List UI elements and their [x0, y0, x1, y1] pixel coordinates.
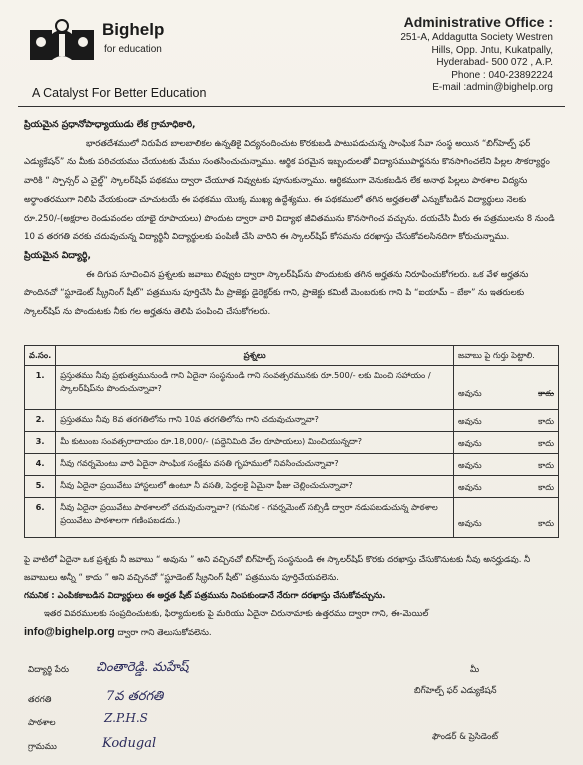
office-line: Hills, Opp. Jntu, Kukatpally, — [431, 44, 553, 56]
salutation-student: ప్రియమైన విద్యార్థి, — [24, 249, 91, 261]
salutation: ప్రియమైన ప్రధానోపాధ్యాయుడు లేక గ్రామాధికారి, — [24, 119, 196, 130]
office-line: 251-A, Addagutta Society Westren — [400, 32, 553, 43]
header-divider — [18, 106, 565, 107]
student-name-value: చింతారెడ్డి. మహేష్ — [96, 660, 189, 675]
col-header-question: ప్రశ్నలు — [56, 346, 454, 366]
table-row — [25, 432, 559, 454]
row-answer[interactable] — [454, 498, 559, 538]
col-header-answer: జవాబు పై గుర్తు పెట్టాలి. — [454, 346, 559, 366]
school-label: పాఠశాల — [28, 718, 56, 728]
table-row — [25, 454, 559, 476]
row-answer[interactable] — [454, 366, 559, 410]
row-question: ప్రస్తుతము నీవు 8వ తరగతిలోను గాని 10వ తరగతిలోను గాని చదువుచున్నావా? — [56, 410, 454, 432]
closing-section — [24, 551, 557, 642]
yes-option[interactable]: అవును — [458, 416, 482, 426]
eligibility-table — [24, 345, 559, 538]
no-option[interactable]: కాదు — [538, 388, 554, 398]
office-title: Administrative Office : — [403, 14, 553, 30]
bighelp-logo-icon — [28, 16, 96, 68]
row-question: నీవు ఏదైనా ప్రయివేటు హాస్టలులో ఉంటూ నీ వసతి, పెద్దలకై ఏమైనా ఫీజు చెల్లించుచున్నావా? — [56, 476, 454, 498]
row-number: 5. — [25, 476, 56, 498]
no-option[interactable]: కాదు — [538, 482, 554, 492]
office-address — [400, 14, 553, 95]
signature-org: బిగ్‌హెల్ప్ ఫర్ ఎడ్యుకేషన్ — [414, 686, 497, 696]
row-answer[interactable] — [454, 410, 559, 432]
yes-option[interactable]: అవును — [458, 482, 482, 492]
brand-name: Bighelp — [102, 20, 165, 39]
village-value: Kodugal — [102, 736, 157, 751]
office-line: Hyderabad- 500 072 , A.P. — [436, 57, 553, 69]
no-option[interactable]: కాదు — [538, 518, 554, 528]
contact-email-suffix: ద్వారా గాని తెలుసుకోవలెను. — [117, 628, 212, 638]
office-line: Phone : 040-23892224 — [451, 69, 553, 81]
row-answer[interactable] — [454, 454, 559, 476]
letter-body — [24, 116, 557, 322]
no-option[interactable]: కాదు — [538, 416, 554, 426]
table-header-row — [25, 346, 559, 366]
important-note: గమనిక : ఎంపికకాబడిన విద్యార్థులు ఈ అర్హత షీట్ పత్రమును నింపకుండానే నేరుగా దరఖాస్తు చేసుకోవచ్చును. — [24, 591, 386, 601]
signature-title: ఫౌండర్ & ప్రెసిడెంట్ — [432, 732, 498, 742]
row-number: 2. — [25, 410, 56, 432]
village-label: గ్రామము — [28, 742, 57, 752]
contact-email-line — [24, 623, 557, 642]
yes-option[interactable]: అవును — [458, 438, 482, 448]
table-row — [25, 366, 559, 410]
paragraph-instructions: ఈ దిగువ సూచించిన ప్రశ్నలకు జవాబు లివ్వుట ద్వారా స్కాలర్‌షిప్‌ను పొందుటకు తగిన అర్హతను నిరూపించుకోగలరు. ఒక వేళ అర్హతను పొందినచో “స్టూడెంట్ స్క్రీనింగ్ షీట్” పత్రమును పూర్తిచేసి మీ ప్రాజెక్టు డైరెక్టర్‌కు గాని, ప్రాజెక్టు కమిటీ మెంబరుకు గాని పి “ఐయామ్ – బేకా” ను ఇతరులకు స్కాలర్‌షిప్ ను పొందుటకు నీకు గల అర్హతను తెలిపి పంపించి చేసుకోగలరు. — [24, 269, 529, 318]
brand-subtitle: for education — [104, 44, 162, 55]
row-question: ప్రస్తుతము నీవు ప్రభుత్వమునుండి గాని ఏదైనా సంస్థనుండి గాని సంవత్సరమునకు రూ.500/- లకు మించి సహాయం / స్కాలర్‌షిప్‌ను పొందుచున్నావా? — [56, 366, 454, 410]
student-name-label: విద్యార్థి పేరు — [28, 665, 69, 675]
row-answer[interactable] — [454, 432, 559, 454]
no-option[interactable]: కాదు — [538, 438, 554, 448]
class-value: 7వ తరగతి — [106, 689, 164, 704]
table-row — [25, 410, 559, 432]
contact-note: ఇతర వివరములకు సంప్రదించుటకు, ఫిర్యాదులకు పై మరియు ఏదైనా చిరునామాకు ఉత్తరము ద్వారా గాని, ఈ-మెయిల్ — [44, 609, 429, 619]
row-answer[interactable] — [454, 476, 559, 498]
eligibility-note: పై వాటిలో ఏదైనా ఒక ప్రశ్నకు నీ జవాబు “ అవును ” అని వచ్చినచో బిగ్‌హెల్ప్ సంస్థనుండి ఈ స్కాలర్‌షిప్ కొరకు దరఖాస్తు చేసుకొనుటకు నీవు అనర్హుడవు. నీ జవాబులు అన్నీ “ కాదు ” అని వచ్చినచో “స్టూడెంట్ స్క్రీనింగ్ షీట్” పత్రమును పూర్తిచేయవలెను. — [24, 555, 531, 583]
row-question: మీ కుటుంబ సంవత్సరాదాయం రూ.18,000/- (పద్దెనిమిది వేల రూపాయలు) మించియున్నదా? — [56, 432, 454, 454]
row-number: 1. — [25, 366, 56, 410]
class-label: తరగతి — [28, 695, 52, 705]
row-question: నీవు గవర్నమెంటు వారి ఏదైనా సాంఘిక సంక్షేమ వసతి గృహములో నివసించుచున్నావా? — [56, 454, 454, 476]
paragraph-intro: భారతదేశములో నిరుపేద బాలబాలికల ఉన్నతికై విద్యనందించుట కొరకుబడి పాటుపడుచున్న సాంఘిక సేవా సంస్థ అయిన “బిగ్‌హెల్ప్ ఫర్ ఎడ్యుకేషన్” ను మీకు పరిచయము చేయుటకు మేము సంతసించుచున్నాము. ఆర్థిక పరమైన ఇబ్బందులతో విద్యాసముపార్జనను కొనసాగించలేని పిల్లల సౌకర్యార్థం వారికి “ స్పాన్సర్ ఎ చైల్డ్” స్కాలర్‌షిప్ పథకము ద్వారా చేయూత నివ్వుటకు పూనుకున్నాము. ఆర్థికముగా వెనుకబడిన లేక అనాథ పిల్లలు పాఠశాల విద్యను అర్ధాంతరముగా నిలిపి వేయకుండా చూచుటయే ఈ పథకము యొక్క ముఖ్య ఉద్దేశ్యము. ఈ పథకములో తగిన అర్హతలతో ఎన్నుకోబడిన విద్యార్థులు నెలకు రూ.250/-(అక్షరాల రెండువందల యాభై రూపాయలు) పొందుట ద్వారా వారి విద్యాభ జీవితమును కొనసాగించ వచ్చును. దయచేసి మీరు ఈ పత్రములను 8 నుండి 10 వ తరగతి వరకు చదువుచున్న విద్యార్థినీ విద్యార్థులకు పంపిణీ చేసి వారిని ఈ స్కాలర్‌షిప్ కోసమను దరఖాస్తు చేసుకోవలసినదిగా కోరుచున్నాము. — [24, 138, 555, 243]
school-value: Z.P.H.S — [104, 711, 148, 725]
signature-line-1: మీ — [470, 665, 480, 675]
row-number: 4. — [25, 454, 56, 476]
row-number: 3. — [25, 432, 56, 454]
col-header-no: వ.సం. — [25, 346, 56, 366]
row-question: నీవు ఏదైనా ప్రయివేటు పాఠశాలలో చదువుచున్నావా? (గమనిక - గవర్నమెంట్ సబ్సిడీ ద్వారా నడుపబడుచున్న పాఠశాల ప్రయివేటు పాఠశాలగా గణింపబడదు.) — [56, 498, 454, 538]
row-number: 6. — [25, 498, 56, 538]
table-row — [25, 498, 559, 538]
table-row — [25, 476, 559, 498]
tagline: A Catalyst For Better Education — [32, 86, 207, 100]
yes-option[interactable]: అవును — [458, 388, 482, 398]
yes-option[interactable]: అవును — [458, 460, 482, 470]
no-option[interactable]: కాదు — [538, 460, 554, 470]
yes-option[interactable]: అవును — [458, 518, 482, 528]
contact-email-link[interactable]: info@bighelp.org — [24, 626, 115, 638]
office-line: E-mail :admin@bighelp.org — [432, 82, 553, 94]
